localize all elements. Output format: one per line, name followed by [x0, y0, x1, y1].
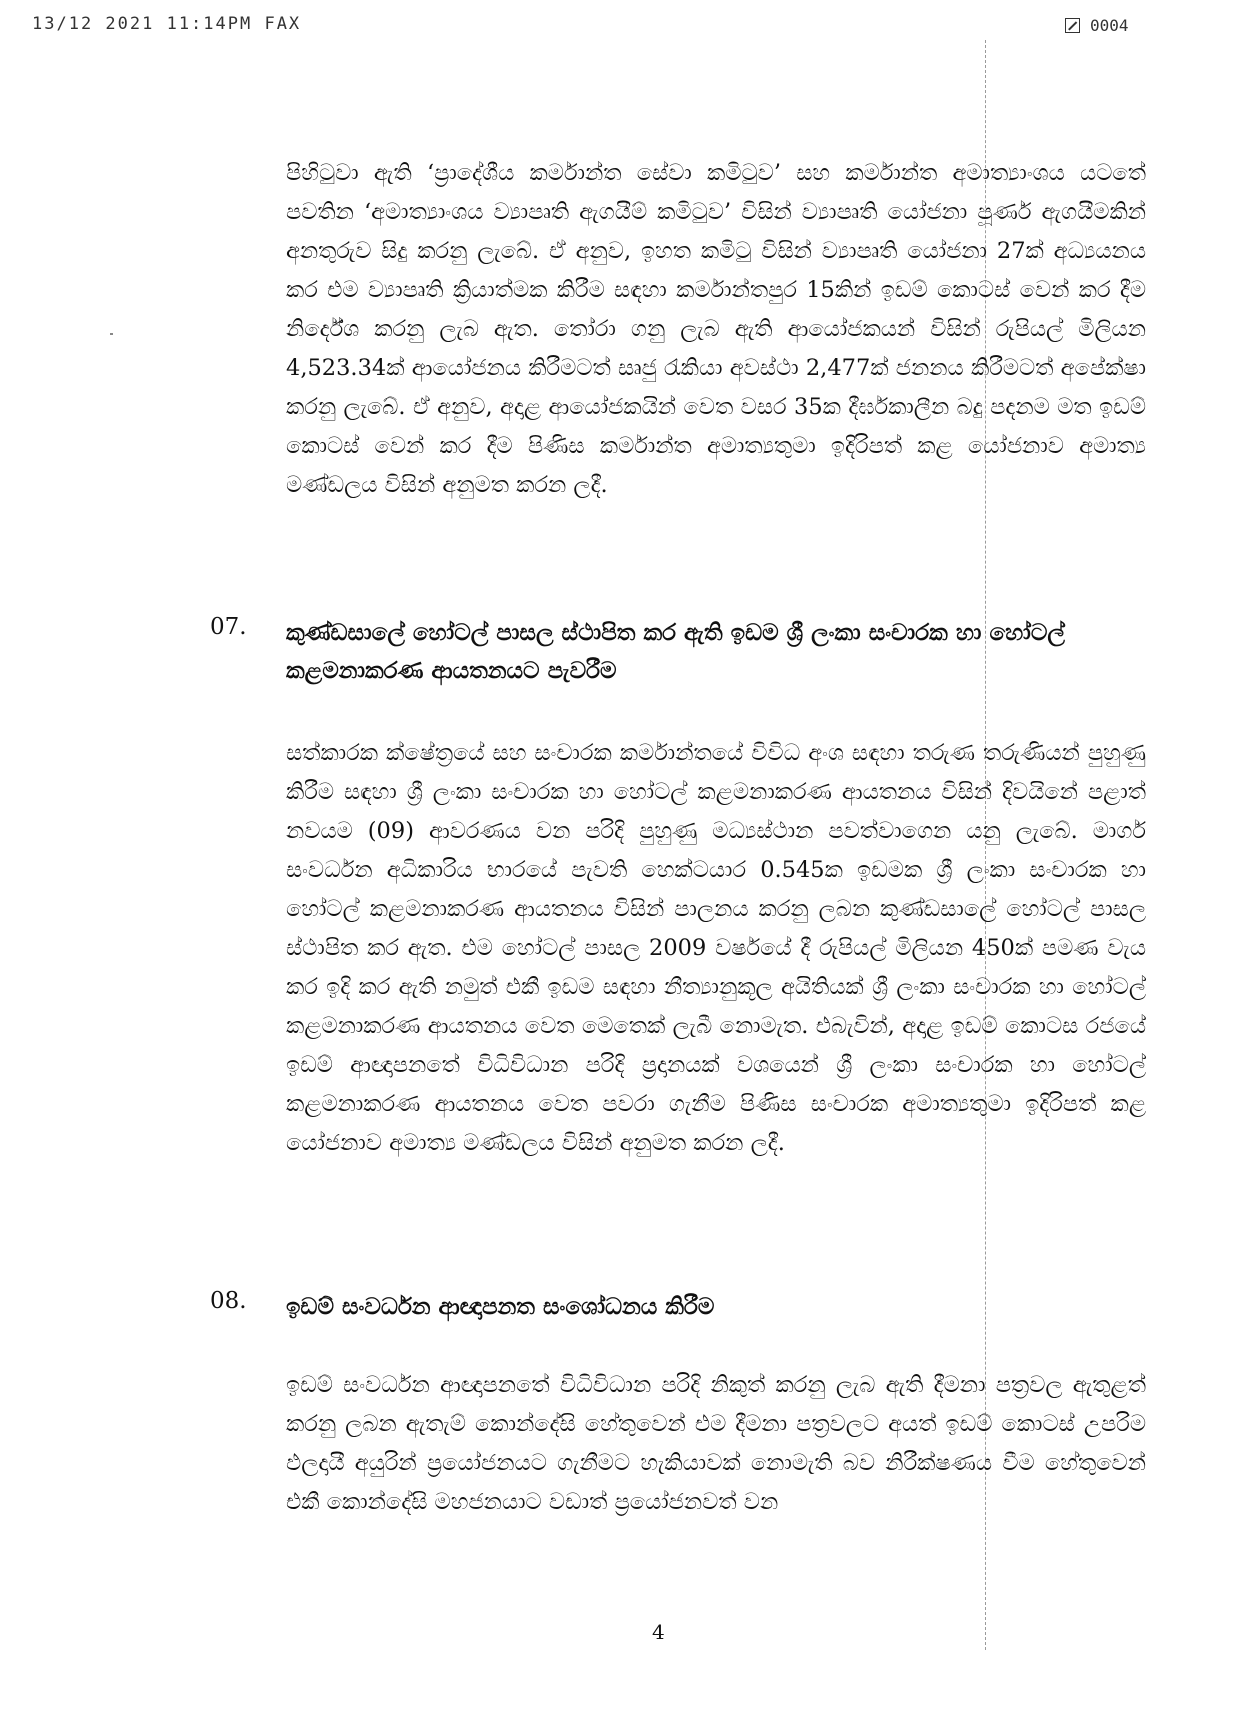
scan-speck	[110, 333, 113, 335]
section-07-number: 07.	[210, 614, 247, 640]
section-07-title: කුණ්ඩසාලේ හෝටල් පාසල ස්ථාපිත කර ඇති ඉඩම ශ්‍රී ලංකා සංචාරක හා හෝටල් කළමනාකරණ ආයතනයට පැවරීම	[286, 619, 1065, 684]
section-08-body: ඉඩම් සංවර්ධන ආඥාපනතේ විධිවිධාන පරිදි නිකුත් කරනු ලැබ ඇති දීමනා පත්‍රවල ඇතුළත් කරනු ලබන ඇතැම් කොන්දේසි හේතුවෙන් එම දීමනා පත්‍රවලට අයත් ඉඩම් කොටස් උපරිම ඵලදායී අයුරින් ප්‍රයෝජනයට ගැනීමට හැකියාවක් නොමැති බව නිරීක්ෂණය වීම හේතුවෙන් එකී කොන්දේසි මහජනයාට වඩාත් ප්‍රයෝජනවත් වන	[286, 1372, 1146, 1515]
fax-header-page	[1065, 16, 1129, 35]
section-08-title: ඉඩම් සංවර්ධන ආඥාපනත සංශෝධනය කිරීම	[286, 1293, 715, 1320]
fax-checkbox-icon	[1065, 18, 1080, 33]
fax-page-code: 0004	[1090, 16, 1129, 35]
page-number: 4	[652, 1620, 665, 1644]
section-07-body: සත්කාරක ක්ෂේත්‍රයේ සහ සංචාරක කර්මාන්තයේ විවිධ අංශ සඳහා තරුණ තරුණියන් පුහුණු කිරීම සඳහා ශ්‍රී ලංකා සංචාරක හා හෝටල් කළමනාකරණ ආයතනය විසින් දිවයිනේ පළාත් නවයම (09) ආවරණය වන පරිදි පුහුණු මධ්‍යස්ථාන පවත්වාගෙන යනු ලැබේ. මාර්ග සංවර්ධන අධිකාරිය භාරයේ පැවති හෙක්ටයාර 0.545ක ඉඩමක ශ්‍රී ලංකා සංචාරක හා හෝටල් කළමනාකරණ ආයතනය විසින් පාලනය කරනු ලබන කුණ්ඩසාලේ හෝටල් පාසල ස්ථාපිත කර ඇත. එම හෝටල් පාසල 2009 වර්ෂයේ දී රුපියල් මිලියන 450ක් පමණ වැය කර ඉදි කර ඇති නමුත් එකී ඉඩම සඳහා නීත්‍යානුකූල අයිතියක් ශ්‍රී ලංකා සංචාරක හා හෝටල් කළමනාකරණ ආයතනය වෙත මෙතෙක් ලැබී නොමැත. එබැවින්, අදාළ ඉඩම් කොටස රජයේ ඉඩම් ආඥාපනතේ විධිවිධාන පරිදි ප්‍රදානයක් වශයෙන් ශ්‍රී ලංකා සංචාරක හා හෝටල් කළමනාකරණ ආයතනය වෙත පවරා ගැනීම පිණිස සංචාරක අමාත්‍යතුමා ඉදිරිපත් කළ යෝජනාව අමාත්‍ය මණ්ඩලය විසින් අනුමත කරන ලදී.	[286, 740, 1146, 1156]
paragraph-continued: පිහිටුවා ඇති ‘ප්‍රාදේශීය කර්මාන්ත සේවා කමිටුව’ සහ කර්මාන්ත අමාත්‍යාංශය යටතේ පවතින ‘අමාත්‍යාංශය ව්‍යාපෘති ඇගයීම් කමිටුව’ විසින් ව්‍යාපෘති යෝජනා පූර්ණ ඇගයීමකින් අනතුරුව සිදු කරනු ලැබේ. ඒ අනුව, ඉහත කමිටු විසින් ව්‍යාපෘති යෝජනා 27ක් අධ්‍යයනය කර එම ව්‍යාපෘති ක්‍රියාත්මක කිරීම සඳහා කර්මාන්තපුර 15කින් ඉඩම් කොටස් වෙන් කර දීම නිර්දේශ කරනු ලැබ ඇත. තෝරා ගනු ලැබ ඇති ආයෝජකයන් විසින් රුපියල් මිලියන 4,523.34ක් ආයෝජනය කිරීමටත් සෘජු රැකියා අවස්ථා 2,477ක් ජනනය කිරීමටත් අපේක්ෂා කරනු ලැබේ. ඒ අනුව, අදාළ ආයෝජකයින් වෙත වසර 35ක දීර්ඝකාලීන බදු පදනම මත ඉඩම් කොටස් වෙන් කර දීම පිණිස කර්මාන්ත අමාත්‍යතුමා ඉදිරිපත් කළ යෝජනාව අමාත්‍ය මණ්ඩලය විසින් අනුමත කරන ලදී.	[286, 160, 1146, 498]
fax-header-datetime: 13/12 2021 11:14PM FAX	[32, 14, 302, 34]
section-08-number: 08.	[210, 1288, 247, 1314]
